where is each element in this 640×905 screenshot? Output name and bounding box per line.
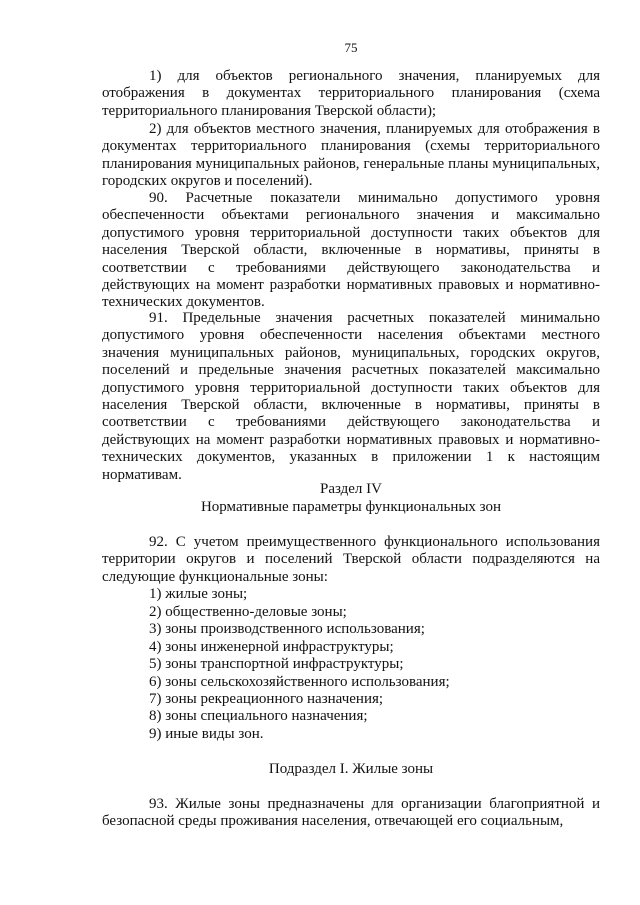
- list-item: 4) зоны инженерной инфраструктуры;: [149, 639, 394, 655]
- list-item: 7) зоны рекреационного назначения;: [149, 691, 384, 707]
- list-item: 3) зоны производственного использования;: [149, 621, 425, 637]
- list-item: 5) зоны транспортной инфраструктуры;: [149, 656, 404, 672]
- list-item: 1) жилые зоны;: [149, 586, 248, 602]
- paragraph-93: 93. Жилые зоны предназначены для организации благоприятной и безопасной среды проживания населения, отвечающей его социальным,: [102, 796, 600, 830]
- section-number: Раздел IV: [319, 481, 382, 497]
- section-title: Нормативные параметры функциональных зон: [200, 499, 502, 515]
- page-number: 75: [344, 40, 358, 55]
- paragraph-90: 90. Расчетные показатели минимально допустимого уровня обеспеченности объектами регионального значения и максимально допустимого уровня территориальной доступности таких объектов для населения Тверской области, включенные в нормативы, приняты в соответствии с требованиями действующего законодательства и действующих на момент разработки нормативных правовых и нормативно-технических документов.: [102, 190, 600, 311]
- list-item: 2) общественно-деловые зоны;: [149, 604, 347, 620]
- paragraph-item-1: 1) для объектов регионального значения, планируемых для отображения в документах территориального планирования (схема территориального планирования Тверской области);: [102, 68, 600, 119]
- subsection-title: Подраздел I. Жилые зоны: [268, 761, 434, 777]
- paragraph-item-2: 2) для объектов местного значения, планируемых для отображения в документах территориального планирования (схемы территориального планирования муниципальных районов, генеральные планы муниципальных, городских округов и поселений).: [102, 121, 600, 190]
- list-item: 6) зоны сельскохозяйственного использования;: [149, 674, 450, 690]
- paragraph-91: 91. Предельные значения расчетных показателей минимально допустимого уровня обеспеченности населения объектами местного значения муниципальных районов, муниципальных, городских округов, поселений и предельные значения расчетных показателей максимально допустимого уровня территориальной доступности таких объектов для населения Тверской области, включенные в нормативы, приняты в соответствии с требованиями действующего законодательства и действующих на момент разработки нормативных правовых и нормативно-технических документов, указанных в приложении 1 к настоящим нормативам.: [102, 310, 600, 483]
- paragraph-92: 92. С учетом преимущественного функционального использования территории округов и поселений Тверской области подразделяются на следующие функциональные зоны:: [102, 534, 600, 585]
- list-item: 8) зоны специального назначения;: [149, 708, 368, 724]
- list-item: 9) иные виды зон.: [149, 726, 264, 742]
